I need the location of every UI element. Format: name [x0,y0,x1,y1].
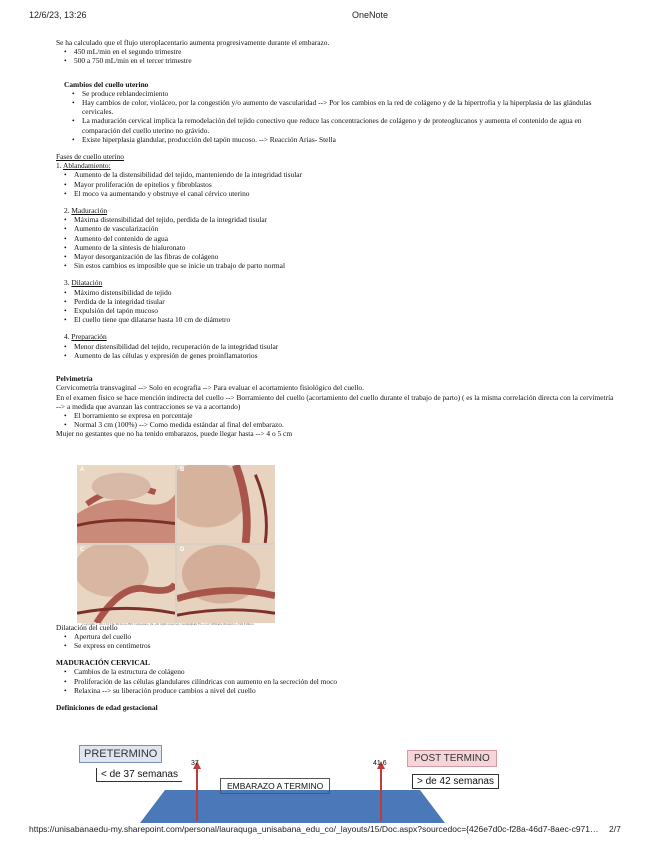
list-item: • Menor distensibilidad del tejido, recuperación de la integridad tisular [74,342,616,351]
intro-list [56,47,616,65]
list-item: • Normal 3 cm (100%) --> Como medida estándar al final del embarazo. [74,420,616,429]
phase-heading [56,206,616,215]
figure-caption: Copyright © 2011 by The McGraw-Hill Companies, Inc. All rights reserved. Cunningham FG, et al: Williams Obstetrics, 23rd Edition [82,622,254,626]
pelvimetry-line: En el examen físico se hace mención indirecta del cuello --> Borramiento del cuello (acortamiento del cuello durante el trabajo de parto) ( es la misma correlación directa con la cervimetría --> a medida que avanzan las contracciones se va a acortando) [56,392,614,411]
term-label: EMBARAZO A TERMINO [220,778,330,794]
list-item: • Sin estos cambios es imposible que se inicie un trabajo de parto normal [74,261,616,270]
phase-items [56,215,616,270]
section-title-dilation: Dilatación del cuello [56,622,118,632]
phase-number: 3. [64,278,70,288]
page-url: https://unisabanaedu-my.sharepoint.com/personal/lauraquga_unisabana_edu_co/_layouts/15/Doc.aspx?sourcedoc={426e7d0c-f28a-46d7-8aec-c971… [29,824,599,834]
section-title-maturation: MADURACIÓN CERVICAL [56,658,150,668]
list-item: • Aumento de la síntesis de hialuronato [74,243,616,252]
anatomy-image [177,545,275,623]
phase-name: Maduración [71,206,108,216]
list-item: • Mayor proliferación de epitelios y fibroblastos [74,180,616,189]
list-item: • Proliferación de las células glandulares cilíndricas con aumento en la secreción del moco [74,677,616,686]
maturation-list [56,667,616,695]
illustration-panel [177,465,275,543]
list-item: • 450 mL/min en el segundo trimestre [74,47,616,56]
postterm-value: > de 42 semanas [412,774,499,789]
intro-text: Se ha calculado que el flujo uteroplacentario aumenta progresivamente durante el embarazo. [56,38,330,47]
phase-name: Dilatación [71,278,103,288]
list-item: • El borramiento se expresa en porcentaje [74,411,616,420]
preterm-label: PRETERMINO [79,745,162,763]
week-37-label: 37 [191,760,199,767]
pelvimetry-list [56,411,616,429]
anatomy-image [177,465,275,543]
phase-items [56,288,616,325]
phase-items [56,170,616,198]
panel-label: A [80,467,85,473]
anatomy-image [77,465,175,543]
list-item: • Aumento de las células y expresión de genes proinflamatorios [74,351,616,360]
timeline-band [140,790,445,823]
list-item: • Hay cambios de color, violáceo, por la congestión y/o aumento de vascularidad --> Por los cambios en la red de colágeno y de la hipertrofia y la hiperplasia de las glándulas cervicales. [82,98,616,116]
pelvimetry-line: Cervicometría transvaginal --> Solo en ecografía --> Para evaluar el acortamiento fisiológico del cuello. [56,383,364,393]
section-title-cervix-changes: Cambios del cuello uterino [64,79,149,89]
phase-number: 1. [56,161,62,171]
phase-name: Preparación [71,332,107,342]
week-41-label: 41,6 [373,760,387,767]
section-title-gestational: Definiciones de edad gestacional [56,702,158,712]
phase-heading [56,278,616,287]
postterm-label: POST TERMINO [407,750,497,767]
list-item: • Cambios de la estructura de colágeno [74,667,616,676]
page-number: 2/7 [609,824,621,834]
illustration-panel [177,545,275,623]
phase-heading [56,161,616,170]
phase-items [56,342,616,360]
list-item: • 500 a 750 mL/min en el tercer trimestre [74,56,616,65]
illustration-panel [77,545,175,623]
panel-label: B [180,467,185,473]
phase-number: 4. [64,332,70,342]
app-title: OneNote [352,10,389,20]
phase-name: Ablandamiento: [63,161,111,171]
list-item: • Se produce reblandecimiento [82,89,616,98]
list-item: • La maduración cervical implica la remodelación del tejido conectivo que reduce las concentraciones de colágeno y de proteoglucanos y aumenta el contenido de agua en comparación del cuello uterino no grávido. [82,116,616,134]
dilation-list [56,632,616,650]
list-item: • Aumento de vascularización [74,224,616,233]
preterm-value: < de 37 semanas [96,768,182,782]
list-item: • Mayor desorganización de las fibras de colágeno [74,252,616,261]
cervix-changes-list [64,89,616,144]
phase-number: 2. [64,206,70,216]
illustration-panel [77,465,175,543]
list-item: • Existe hiperplasia glandular, producción del tapón mucoso. --> Reacción Arias- Stella [82,135,616,144]
section-title-phases: Fases de cuello uterino [56,152,124,162]
pelvimetry-line: Mujer no gestantes que no ha tenido embarazos, puede llegar hasta --> 4 o 5 cm [56,429,293,439]
anatomy-image [77,545,175,623]
list-item: • Máximo distensibilidad de tejido [74,288,616,297]
list-item: • Aumento del contenido de agua [74,234,616,243]
list-item: • Relaxina --> su liberación produce cambios a nivel del cuello [74,686,616,695]
section-title-pelvimetry: Pelvimetría [56,374,93,384]
list-item: • Apertura del cuello [74,632,616,641]
list-item: • Máxima distensibilidad del tejido, perdida de la integridad tisular [74,215,616,224]
print-datetime: 12/6/23, 13:26 [29,10,87,20]
panel-label: C [80,547,85,553]
list-item: • El moco va aumentando y obstruye el canal cérvico uterino [74,189,616,198]
list-item: • Se express en centímetros [74,641,616,650]
list-item: • El cuello tiene que dilatarse hasta 10 cm de diámetro [74,315,616,324]
cervix-illustration [77,465,275,623]
list-item: • Aumento de la distensibilidad del tejido, manteniendo de la integridad tisular [74,170,616,179]
list-item: • Expulsión del tapón mucoso [74,306,616,315]
list-item: • Perdida de la integridad tisular [74,297,616,306]
panel-label: D [180,547,185,553]
phase-heading [56,332,616,341]
